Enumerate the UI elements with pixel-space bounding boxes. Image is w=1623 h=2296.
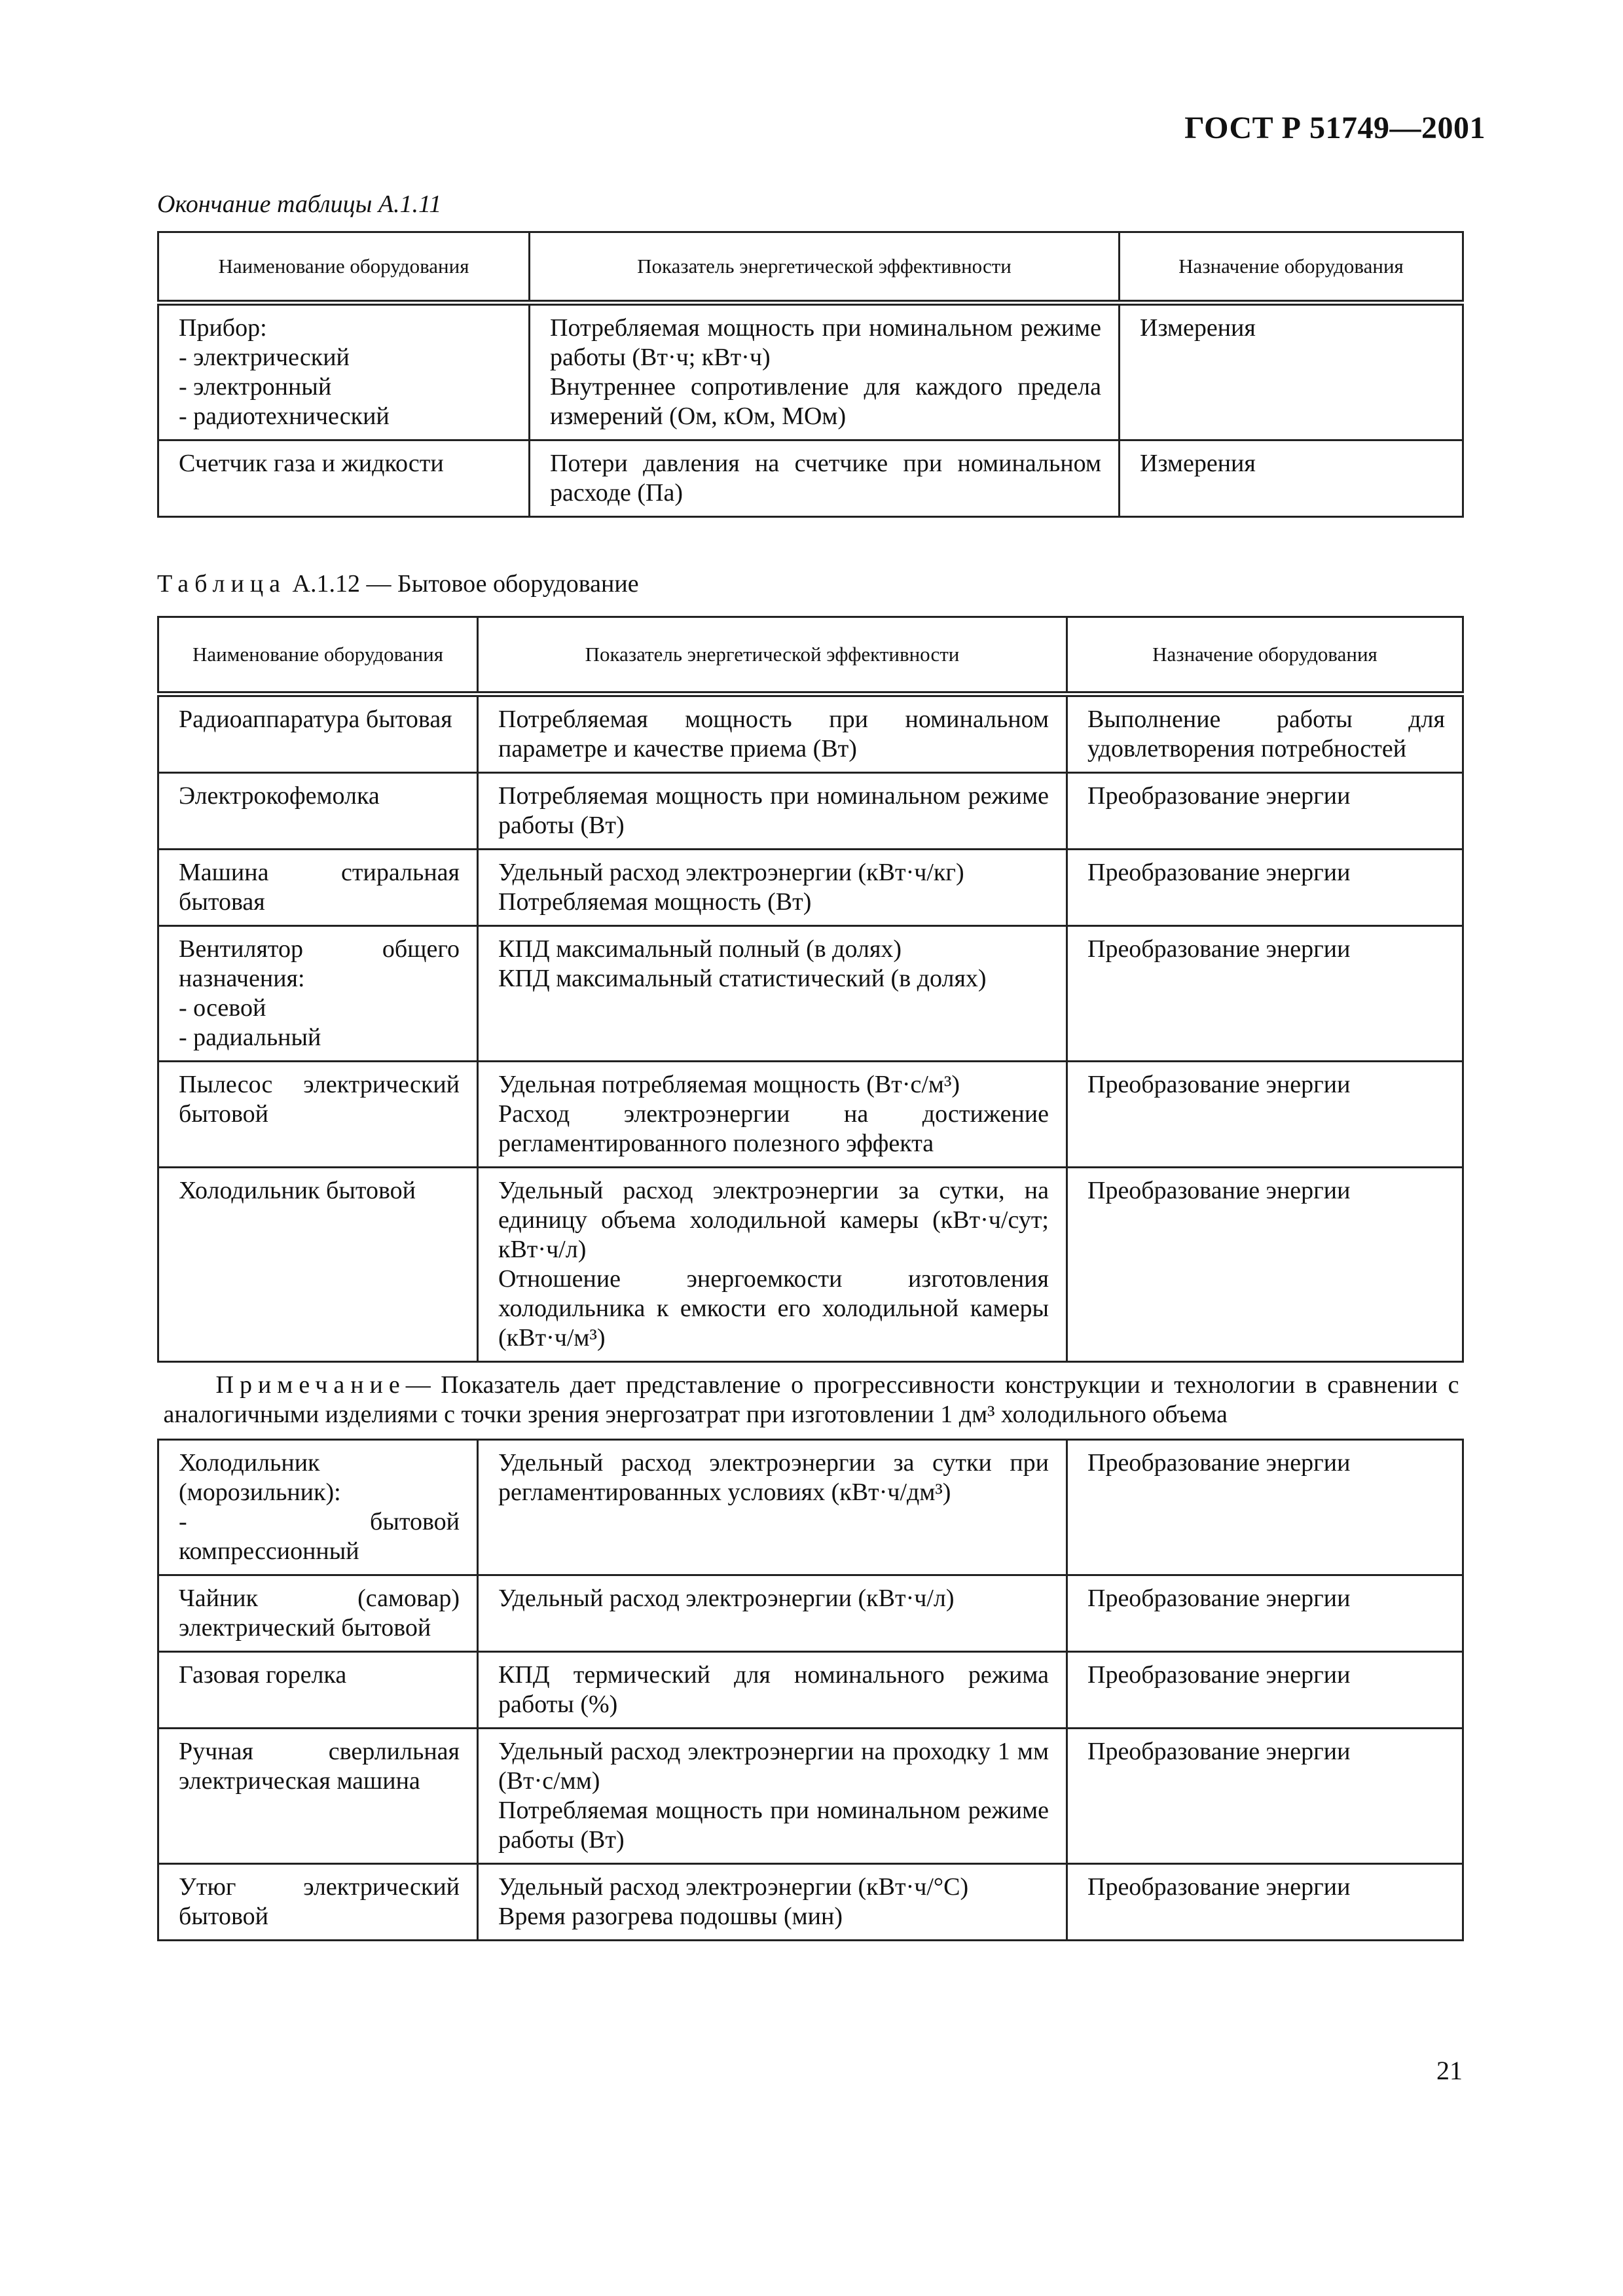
table-caption-text: А.1.12 — Бытовое оборудование [292, 570, 639, 598]
equipment-name-cell-line: Пылесос электрический бытовой [179, 1071, 460, 1128]
equipment-name-cell [158, 1440, 478, 1575]
note-label: Примечание [215, 1371, 406, 1399]
equipment-purpose-cell [1067, 926, 1463, 1062]
equipment-table-a111 [157, 231, 1464, 518]
table-row [158, 1168, 1463, 1362]
efficiency-indicator-cell-line: Потребляемая мощность (Вт) [498, 888, 812, 916]
note-text: — Показатель дает представление о прогрессивности конструкции и технологии в сравнении с аналогичными изделиями с точки зрения энергозатрат при изготовлении 1 дм³ холодильного объема [163, 1371, 1459, 1428]
table-row [158, 850, 1463, 926]
header-equipment-name: Наименование оборудования [158, 232, 530, 303]
equipment-name-cell-line: Газовая горелка [179, 1661, 347, 1689]
efficiency-indicator-cell [478, 1575, 1067, 1652]
efficiency-indicator-cell [530, 440, 1120, 517]
efficiency-indicator-cell-line: Удельный расход электроэнергии (кВт·ч/л) [498, 1585, 955, 1612]
equipment-purpose-cell [1067, 694, 1463, 773]
table-row [158, 1062, 1463, 1168]
efficiency-indicator-cell [478, 1440, 1067, 1575]
equipment-name-cell-line: Прибор: [179, 314, 267, 342]
equipment-name-cell-line: Утюг электрический бытовой [179, 1873, 460, 1930]
equipment-name-cell-line: - осевой [179, 994, 266, 1022]
equipment-purpose-cell-line: Преобразование энергии [1087, 1071, 1351, 1098]
efficiency-indicator-cell-line: Потребляемая мощность при номинальном режиме работы (Вт) [498, 782, 1049, 839]
table-row [158, 1729, 1463, 1864]
table-note-row [158, 1362, 1463, 1440]
equipment-name-cell [158, 850, 478, 926]
efficiency-indicator-cell [478, 773, 1067, 850]
efficiency-indicator-cell-line: Удельный расход электроэнергии за сутки, на единицу объема холодильной камеры (кВт·ч/сут; кВт·ч/л) [498, 1177, 1049, 1263]
equipment-name-cell-line: - электронный [179, 373, 332, 401]
equipment-name-cell-line: Чайник (самовар) электрический бытовой [179, 1585, 460, 1641]
equipment-name-cell-line: Радиоаппаратура бытовая [179, 706, 452, 733]
equipment-name-cell-line: - радиотехнический [179, 403, 390, 430]
efficiency-indicator-cell [478, 1864, 1067, 1941]
equipment-name-cell [158, 440, 530, 517]
efficiency-indicator-cell-line: Потребляемая мощность при номинальном параметре и качестве приема (Вт) [498, 706, 1049, 762]
efficiency-indicator-cell [478, 1652, 1067, 1729]
table-caption [157, 569, 639, 598]
equipment-purpose-cell [1067, 1729, 1463, 1864]
header-efficiency-indicator: Показатель энергетической эффективности [530, 232, 1120, 303]
efficiency-indicator-cell-line: Внутреннее сопротивление для каждого предела измерений (Ом, кОм, МОм) [550, 373, 1101, 430]
table-note [158, 1362, 1463, 1440]
equipment-name-cell [158, 1864, 478, 1941]
efficiency-indicator-cell-line: Потери давления на счетчике при номинальном расходе (Па) [550, 450, 1101, 507]
equipment-name-cell [158, 926, 478, 1062]
equipment-purpose-cell-line: Измерения [1140, 314, 1256, 342]
table-continuation-caption: Окончание таблицы А.1.11 [157, 190, 442, 218]
equipment-purpose-cell-line: Преобразование энергии [1087, 1661, 1351, 1689]
equipment-purpose-cell-line: Преобразование энергии [1087, 1585, 1351, 1612]
equipment-name-cell [158, 694, 478, 773]
header-equipment-purpose: Назначение оборудования [1067, 617, 1463, 694]
household-equipment-table-a112 [157, 616, 1464, 1941]
equipment-name-cell [158, 773, 478, 850]
equipment-name-cell [158, 1062, 478, 1168]
table-row [158, 1864, 1463, 1941]
equipment-name-cell-line: Машина стиральная бытовая [179, 859, 460, 916]
efficiency-indicator-cell [478, 1062, 1067, 1168]
equipment-name-cell-line: Счетчик газа и жидкости [179, 450, 444, 477]
efficiency-indicator-cell [530, 303, 1120, 440]
document-id: ГОСТ Р 51749—2001 [1184, 111, 1486, 145]
efficiency-indicator-cell-line: Удельный расход электроэнергии (кВт·ч/кг) [498, 859, 964, 886]
equipment-purpose-cell [1120, 440, 1463, 517]
efficiency-indicator-cell [478, 926, 1067, 1062]
equipment-purpose-cell [1067, 850, 1463, 926]
efficiency-indicator-cell-line: Потребляемая мощность при номинальном режиме работы (Вт·ч; кВт·ч) [550, 314, 1101, 371]
equipment-name-cell-line: - радиальный [179, 1024, 321, 1051]
table-body [158, 303, 1463, 517]
equipment-purpose-cell-line: Выполнение работы для удовлетворения потребностей [1087, 706, 1445, 762]
equipment-name-cell-line: Холодильник (морозильник): [179, 1449, 341, 1506]
equipment-name-cell-line: - электрический [179, 344, 350, 371]
efficiency-indicator-cell-line: КПД максимальный полный (в долях) [498, 935, 902, 963]
header-efficiency-indicator: Показатель энергетической эффективности [478, 617, 1067, 694]
equipment-name-cell [158, 1652, 478, 1729]
equipment-name-cell [158, 303, 530, 440]
efficiency-indicator-cell-line: Удельный расход электроэнергии (кВт·ч/°С) [498, 1873, 969, 1901]
table-row [158, 694, 1463, 773]
table-row [158, 440, 1463, 517]
header-equipment-purpose: Назначение оборудования [1120, 232, 1463, 303]
efficiency-indicator-cell-line: Потребляемая мощность при номинальном режиме работы (Вт) [498, 1797, 1049, 1854]
equipment-name-cell [158, 1729, 478, 1864]
efficiency-indicator-cell-line: КПД максимальный статистический (в долях) [498, 965, 987, 992]
header-equipment-name: Наименование оборудования [158, 617, 478, 694]
table-header-row [158, 232, 1463, 303]
equipment-purpose-cell-line: Преобразование энергии [1087, 782, 1351, 810]
page-number: 21 [1436, 2056, 1463, 2085]
equipment-purpose-cell [1067, 1168, 1463, 1362]
table-row [158, 1575, 1463, 1652]
equipment-purpose-cell [1067, 1864, 1463, 1941]
table-row [158, 1652, 1463, 1729]
table-row [158, 1440, 1463, 1575]
efficiency-indicator-cell [478, 1729, 1067, 1864]
equipment-purpose-cell-line: Измерения [1140, 450, 1256, 477]
efficiency-indicator-cell-line: Удельная потребляемая мощность (Вт·с/м³) [498, 1071, 960, 1098]
equipment-purpose-cell-line: Преобразование энергии [1087, 859, 1351, 886]
table-caption-label: Таблица [157, 570, 287, 598]
table-row [158, 303, 1463, 440]
equipment-name-cell-line: Вентилятор общего назначения: [179, 935, 460, 992]
equipment-name-cell [158, 1575, 478, 1652]
efficiency-indicator-cell-line: Время разогрева подошвы (мин) [498, 1903, 843, 1930]
efficiency-indicator-cell-line: Отношение энергоемкости изготовления холодильника к емкости его холодильной камеры (кВт·ч/м³) [498, 1265, 1049, 1352]
equipment-name-cell [158, 1168, 478, 1362]
efficiency-indicator-cell-line: КПД термический для номинального режима работы (%) [498, 1661, 1049, 1718]
equipment-name-cell-line: Электрокофемолка [179, 782, 380, 810]
equipment-purpose-cell [1067, 1062, 1463, 1168]
table-header-row [158, 617, 1463, 694]
equipment-purpose-cell [1120, 303, 1463, 440]
equipment-purpose-cell [1067, 773, 1463, 850]
efficiency-indicator-cell-line: Удельный расход электроэнергии на проходку 1 мм (Вт·с/мм) [498, 1738, 1049, 1795]
efficiency-indicator-cell [478, 850, 1067, 926]
table-row [158, 773, 1463, 850]
equipment-purpose-cell-line: Преобразование энергии [1087, 1873, 1351, 1901]
efficiency-indicator-cell [478, 1168, 1067, 1362]
efficiency-indicator-cell-line: Удельный расход электроэнергии за сутки при регламентированных условиях (кВт·ч/дм³) [498, 1449, 1049, 1506]
equipment-name-cell-line: Ручная сверлильная электрическая машина [179, 1738, 460, 1795]
equipment-purpose-cell [1067, 1575, 1463, 1652]
equipment-purpose-cell-line: Преобразование энергии [1087, 1738, 1351, 1765]
table-body [158, 694, 1463, 1941]
equipment-purpose-cell-line: Преобразование энергии [1087, 1177, 1351, 1204]
efficiency-indicator-cell-line: Расход электроэнергии на достижение регламентированного полезного эффекта [498, 1100, 1049, 1157]
equipment-name-cell-line: - бытовой компрессионный [179, 1508, 460, 1565]
table-row [158, 926, 1463, 1062]
efficiency-indicator-cell [478, 694, 1067, 773]
equipment-purpose-cell-line: Преобразование энергии [1087, 935, 1351, 963]
equipment-purpose-cell [1067, 1652, 1463, 1729]
equipment-name-cell-line: Холодильник бытовой [179, 1177, 416, 1204]
equipment-purpose-cell [1067, 1440, 1463, 1575]
equipment-purpose-cell-line: Преобразование энергии [1087, 1449, 1351, 1477]
